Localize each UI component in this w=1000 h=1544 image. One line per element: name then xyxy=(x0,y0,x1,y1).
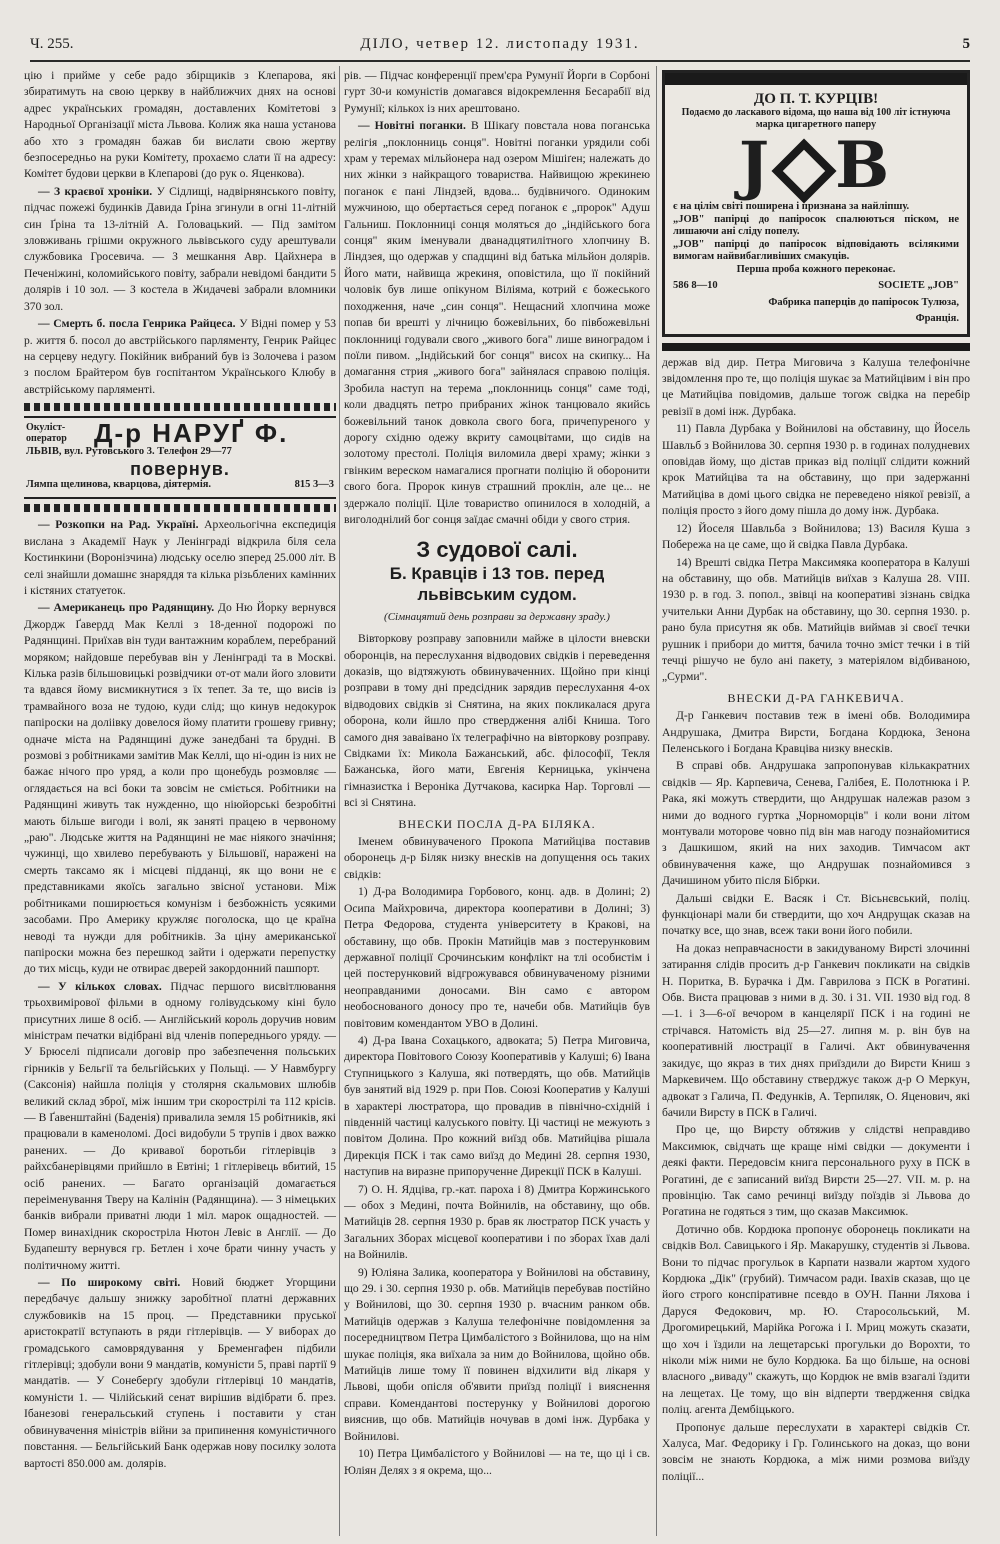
ad-line: Перша проба кожного переконає. xyxy=(736,264,896,276)
logo-letter: B xyxy=(835,128,894,204)
ad-company-desc: Фабрика паперців до папіросок Тулюза, Франція. xyxy=(768,296,959,325)
paragraph: В справі обв. Андрушака запропонував кількакратних свідків — Яр. Карпевича, Сенева, Галібея, Е. Полотнюка і Р. Рака, які можуть ствердити, що Андрушак належав разом з ними до водного гуртка „Чорноморців" і коли вони літом монтували моторове човно під він мав нагоду познайомитися з Дашкишом, який на них заходив. Тимчасом акт обвинувачення каже, що Андрушак познайомився з Дачишином убито після Бібрки. xyxy=(662,759,970,888)
ad-line: „JOB" папірці до папіросок спалюються піском, не лишаючи ані сліду попелу. xyxy=(673,214,959,238)
paragraph: держав від дир. Петра Миговича з Калуша телефонічне звідомлення про те, що поліція шукає за Матийцівим і він про це Матийціва повідомив, дальше тогож свідка на перебір ревізії в домі інж. Дурбака. xyxy=(662,355,970,418)
ornament-divider xyxy=(24,403,336,411)
paragraph xyxy=(24,316,336,398)
paragraph: Дотично обв. Кордюка пропонує оборонець покликати на свідків Вол. Савицького і Яр. Макарушку, студентів зі Львова. Вони то підчас прогульок в Карпати назвали жартом худого Кордюка „Дік" (грубий). Тимчасом ради. Івахів сказав, що це його строго конспіративне псевдо в ОУН. Панни Ляхова і Даруся Федокович, мр. Ю. Старосольський, М. Дрогомирецький, Марійка Рогожа і І. Мриц можуть сказати, що хоч і їздили на лещетарські прогульки до Ворохти, то ніколи між ними не було Кордюка. Ба що більше, на основі власного „виваду" скажуть, що Кордюк не вмів взагалі їздити на лещетах. Це тому, що він відперти твердження свідка поліц. агента Дембіцького. xyxy=(662,1222,970,1417)
header-rule xyxy=(30,60,970,62)
logo-letter: J xyxy=(738,128,774,204)
doctor-advertisement xyxy=(24,416,336,499)
section-subtitle: Б. Кравців і 13 тов. перед львівським судом. xyxy=(389,563,605,604)
subheading: ВНЕСКИ ПОСЛА Д-РА БІЛЯКА. xyxy=(398,816,596,831)
paragraph: 14) Врешті свідка Петра Максимяка кооператора в Калуші на обставину, що обв. Матийців виїхав з Калуша 28. VIII. 1930 р. в год. 3. попол., звівці на кооперативі зізнань свідка учительки Анни Дурбак на обставину, що 30. серпня 1930. р. рано була присутня як обв. Матийців виймав зі своєї течки рушник і прибори до миття, бачила точно зміст течки і в тій течці рішучо не було ані пакету, з матеріялом відбиваною, „Сурми". xyxy=(662,555,970,684)
ad-doctor-name: Д-р НАРУҐ Ф. xyxy=(94,417,289,448)
job-advertisement xyxy=(662,70,970,337)
ad-top-bar xyxy=(665,73,967,85)
paragraph: 4) Д-ра Івана Сохацького, адвоката; 5) Петра Миговича, директора Повітового Союзу Кооперативів у Калуші; 6) Івана Ступницького з Калуша, які потвердять, що обв. Матийців був занятий від 1929 р. при Пов. Союзі Кооператив у Калуші в характері люстратора, що провадив в північно-східній і південній частиці калуського повіту. Ці частиці не межують з повітом Долина. Про кожний виїзд обв. Матийціва рішала Дирекція ПСК і так само виїзд до Медині 28. серпня 1930, наступив на виразне припорученне Дирекції ПСК в Калуші. xyxy=(344,1033,650,1179)
paragraph: 10) Петра Цимбалістого у Войнилові — на те, що ці і св. Юліян Делях з я окрема, що... xyxy=(344,1447,650,1477)
news-heading: — По широкому світі. xyxy=(38,1276,181,1290)
ad-occupation: Окуліст-оператор xyxy=(26,422,67,445)
ad-title: ДО П. Т. КУРЦІВ! xyxy=(753,91,879,107)
ad-bottom-bar xyxy=(662,343,970,351)
column-2 xyxy=(344,68,650,1544)
paragraph: Дальші свідки Е. Васяк і Ст. Вісьнєвський, поліц. функціонарі мали би ствердити, що хоч Андрущак сказав на початку все, що знав, всеж таки вони його побили. xyxy=(662,891,970,938)
news-heading: — Розкопки на Рад. Україні. xyxy=(38,518,199,532)
news-heading: — Новітні поганки. xyxy=(358,119,466,133)
paragraph xyxy=(24,184,336,315)
paragraph xyxy=(24,600,336,977)
paragraph: 12) Йоселя Шавльба з Войнилова; 13) Василя Куша з Побережа на це саме, що й свідка Павла Дурбака. xyxy=(662,521,970,552)
paragraph: 7) О. Н. Ядціва, гр.-кат. пароха і 8) Дмитра Коржинського — обох з Медині, почта Войнилів, на обставину, що обв. Матийців 28. серпня 1930 р. брав як люстратор ПСК участь у Загальних Зборах місцевої кооперативи і по зборах їхав далі на Войнилів. xyxy=(344,1182,650,1262)
column-divider xyxy=(656,66,657,1536)
paragraph: Іменем обвинуваченого Прокопа Матийціва поставив оборонець д-р Біляк низку внесків на допущення ось таких свідків: xyxy=(344,835,650,881)
news-text: Новий бюджет Угорщини передбачує дальшу знижку заробітної платні державних службовиків на 15 проц. — Представники пруської аристократії вступають в ряди гітлерівців. — У виборах до громадського самоврядування у Бременгафен підбили гітлерівці; здобули вони 9 мандатів, комуністи 5, праві партії 9 мандатів. — У Сонеберґу здобули гітлерівці 10 мандатів, комуністи 1. — Чілійський сенат вирішив відібрати б. през. Ібанезові генеральський ступень і поставити у стан обвинувачення міністрів війни за припинення комуністичного повстання. — Бельгійський Банк одержав нову посилку золота вартості 850.000 ам. долярів. xyxy=(24,1276,336,1470)
ad-intro: Подаємо до ласкавого відома, що наша від 100 літ істнуюча марка цигаретного паперу xyxy=(681,107,951,131)
subheading: ВНЕСКИ Д-РА ГАНКЕВИЧА. xyxy=(727,690,905,705)
paragraph: цію і прийме у себе радо збірщиків з Клепарова, які збиратимуть на свою церкву в найближчих днях на основі адрес українських громадян, доставлених Комітетові з Народньої Організації міста Львова. Колиж яка наша установа або хто з громадян бажав би вислати свою жертву безпосередньо на руки Комітету, прохаємо слати її на адресу: Комітет будови церкви в Клепарові (до рук о. Яценкова). xyxy=(24,69,336,181)
paragraph: 9) Юліяна Залика, кооператора у Войнилові на обставину, що 29. і 30. серпня 1930 р. обв. Матийців перебував постійно у Войнилові, що 30. серпня 1930 р. вчасним ранком обв. Матийців одержав з Калуша телефонічне повідомлення за посередництвом Петра Цимбалістого з Войнилова, що на нім шукає поліція, яка виїхала за ним до Войнилова, щойно обв. Матийців лише тому її повинен відхилити від лікаря у Львові, щоби опісля об'явити приїзд поліції і вияснення справи. Комендантові постерунку у Войнилові дорогою вияснив, що обв. Матийців ночував в домі інж. Дурбака у Войнилові. xyxy=(344,1265,650,1443)
paragraph xyxy=(344,118,650,528)
section-italic-note: (Сімнацятий день розправи за державну зраду.) xyxy=(384,610,610,623)
news-heading: — У кількох словах. xyxy=(38,979,162,993)
paragraph xyxy=(24,1275,336,1472)
column-divider xyxy=(339,66,340,1536)
news-text: В Шікаґу повстала нова поганська релігія „поклонниць сонця". Новітні поганки урядили собі храм у теремах мільйонера над озером Мішіґен; належать до них жінки з найкращого товариства. Найвищою жрекинею поганок є пані Ліндзей, вдова... будівничого. Одиноким мужчиною, що обертається серед поганок є „пророк" Адуш Гальниш. Поклонниці сонця моляться до „індійського бога сонця" яким іменували дванадцятилітного хлопчину В. Ліндзея, що одержав у спадщині від батька мільйон долярів. Його мати, найвища жрекиня, оповістила, що її покійний чоловік був лише опікуном Віліяма, котрий є божеського походження, наче „син сонця". Нещасний хлопчина може попав би врешті у лічницю божевільних, бо півбожевільні поклонниці годували свого „живого бога" лише виноградом і поїли пивом. „Індійський бог сонця" висох на скипку... На домагання стрия „живого бога" зайнялася справою поліція. Зробила наступ на терема „поклонниць сонця" саме тоді, коли двадцять петро прибраних жінок танцювало якийсь божевільний танок довкола свого бога, причепуреного у дорогу східню одежу вкриту самоцвітами, що сидів на золотому престолі. Поліція виломила двері храму; жінки з гвінким вереском намагалися прогнати поліцію й оборонити свого бога. Пророк кинув страшний проклін, але це... не здержало поліції. Ціле товариство опинилося в холодній, а виголоднілий бог сонця заїдає смачні обіди у свого стрия. xyxy=(344,119,650,526)
news-text: Підчас першого висвітлювання трьохвимірової фільми в одному голівудському кіні було присутних лише 8 осіб. — Англійський король доручив новим міністрам печатки відібрані від членів попереднього уряду. — У Брюселі підписали договір про забезпечення польських гірників у Бельгії та бельгійських у Польщі. — У Навмбургу (Саксонія) найшла поліція у столярня скальмових шлюбів великий склад зброї, між іншим три скорострілі та 112 крісів. — В Ґавенштайні (Баденія) привалила земля 15 робітників, які працювали в каменоломі. Досі видобули 5 трупів і двох важко ранених. — До кривавої боротьби гітлерівців з райхсбанерівцями прийшло в Евтіні; 1 гітлерівець вбитий, 15 осіб ранених. — Багато організацій домагається переіменування Твеpу на Калінін (Радянщина). — З німецьких банків вибрали приватні люди 1 міл. марок ощадностей. — Помер винахідник скоростріла Нютон Левіс в Англії. — До Будапешту вернувся гр. Бетлен і хоче брати чинну участь у політичному житті. xyxy=(24,979,336,1272)
paragraph: Пропонує дальше переслухати в характері свідків Ст. Халуса, Маґ. Федорику і Гр. Голинського на доказ, що вони зовсім не знають Кордюка, а між ними розмова виїзду поліції... xyxy=(662,1420,970,1483)
news-text: У Сідлищі, надвірнянського повіту, підчас пожежі будинків Давида Ґріна згинули в огні 11-літній син Ґріна та 13-літній А. Головацький. — Під замітом зловживань грішми окружного львівського суду арештували службовика Гросевича. — З мешкання Авр. Цайхнера в Печеніжині, коломийського повіту, забрали невідомі бандити 5 долярів і 10 зол. — З костела в Жидачеві забрали вломники 370 зол. xyxy=(24,184,336,313)
news-heading: — Американець про Радянщину. xyxy=(38,601,215,615)
column-1 xyxy=(24,68,336,1544)
paragraph: На доказ неправчасности в закидуваному Вирсті злочинні затирання слідів просить д-р Ганкевич покликати на свідків Н. Поритка, В. Бурачка і Дм. Гаврилова з ПСК в Рогатині. Обв. Виста працював з ними в д. 30. і 31. VII. 1930 від год. 8—1. і 3—6-ої вечором в канцелярії ПСК і на годині не стрічався. Натомість від 25—27. липня м. р. він був на кооперативній люстрації в Галичі. Акт обвинувачення закидує, що якраз в тих днях приїздили до Вирсти Книш з Маркевичем. Що обставину стверджує також д-р О Меркун, адвокат з Галича, П. Федунків, А. Терпиляк, О. Яценович, які бачили Вирсту в ПСК в Галичі. xyxy=(662,941,970,1119)
ad-code: 815 3—3 xyxy=(294,478,334,490)
paragraph: рів. — Підчас конференції прем'єра Румунії Йорґи в Сорбоні гурт 30-и комуністів домагався відокремлення Бесарабії від Румунії; кількох із них арештовано. xyxy=(344,69,650,115)
ornament-divider xyxy=(24,504,336,512)
ad-company: SOCIETE „JOB" xyxy=(878,280,959,292)
ad-line: є на цілім світі поширена і признана за найліпшу. xyxy=(673,201,910,213)
diamond-icon xyxy=(772,138,837,203)
paragraph: Д-р Ганкевич поставив теж в імені обв. Володимира Андрушака, Дмитра Вирсти, Богдана Кордюка, Зенона Пеленського і Богдана Кравціва низку внесків. xyxy=(662,709,970,755)
paragraph xyxy=(24,517,336,599)
paragraph: Про це, що Вирсту обтяжив у слідстві неправдиво Максимюк, свідчать ще краще німі свідки — документи і деякі факти. Передовсім книга персонального руху в ПСК в Рогатині, де є записаний виїзд Вирсти 25—27. VII. м. р. на провінцію. Так само речинці виїзду поїздів зі Львова до Рогатина не годяться з тим, що сказав Максимюк. xyxy=(662,1123,970,1219)
news-text: До Ню Йорку вернувся Джордж Ґавердд Мак Келлі з 18-денної подорожі по Радянщині. Приїхав він туди вантажним кораблем, перебраний моряком; найдовше перебував він у Ленінграді та в Москві. Кілька разів більшовицькі розвідчики от-от мали його зловити та вдався йому висмикнутися з їх тепет. За те, що висів із трамвайного воза не тудою, куди слід; що кинув недокурок папіроски на доліівку довелося йому платити грошеву гривну; одначе міста на Радянщині дуже занедбані та брудні. В розмові з робітниками замітив Мак Келлі, що ні-один із них не бажає нічого про уряд, а коли про щонебудь розмовляє — оглядається на всі боки та зовсім не сміється. Робітники на Радянщині живуть так нужденно, що ніюйорські безробітні мають більше вигоди і волі, як заняті працею в червоному „раю". Людське життя на Радянщині не має ніякого значіння; чужинці, що хвилево перебувають у Більшовії, наражені на смерть таксамо як і місцеві підданці, як що вони не є представниками якоїсь загально звісної установи. Між робітниками поширюється комунізм і безбожність усякими засобами. Про Америку кружляє поголоска, що це країна неводі та нужди для робітників. За ціну американської папіроски можна без перешкод зайти і одержати перепустку до тих місць, куди не отвирає дверей закордонний пашпорт. xyxy=(24,601,336,976)
paragraph xyxy=(24,979,336,1274)
news-text: Археольогічна експедиція вислана з Академії Наук у Ленінграді відкрила біля села Костинкини (Воронізчина) людську оселю зперед 25.000 літ. В селі знайшли домашнє знаряддя та кілька різьблених камінних і кістяних статуеток. xyxy=(24,518,336,597)
masthead: ДІЛО, четвер 12. листопаду 1931. xyxy=(360,36,640,52)
page-number: 5 xyxy=(962,36,970,52)
ad-returned: повернув. xyxy=(130,458,230,479)
ad-line: „JOB" папірці до папіросок відповідають всілякими вимогам найвибагливіших смакуців. xyxy=(673,239,959,263)
paragraph: 1) Д-ра Володимира Горбового, конц. адв. в Долині; 2) Осипа Майхровича, директора кооперативи в Долині; 3) Петра Федорова, студента університету в Кракові, на обставину, що обв. Прокін Матийців мав з постерунковим державної поліції Срочинським конфлікт на тлі особистім і цей постерунковий відгрожувався обвинуваченому різними неоправданими доносами. Він само є автором необоснованого доносу про те, начеби обв. Матийців був повітовим комендантом УВО в Долині. xyxy=(344,885,650,1030)
ad-code: 586 8—10 xyxy=(673,280,718,292)
issue-number: Ч. 255. xyxy=(30,36,74,52)
paragraph: Вівторкову розправу заповнили майже в цілости вневски оборонців, на переслухання відводових свідків і переведення доказів, що відтяжують обвинуваченних. Щойно при кінці розправи в тому дні предсідник зарядив переслухання 4-ох відводових свідків зі Снятина, на яких покликалася друга оборона, коли йшло про ствердження алібі Книша. Того самого дня заваівано їх телеграфічно на вівторкову розправу. Свідками їх: Микола Бажанський, абс. філософії, Текля Бажанська, його мати, Евгенія Керницька, укінчена гімназистка і Вероніка Дутчакова, касирка Нар. Торговлі — всі зі Снятина. xyxy=(344,632,650,810)
ad-note: Лямпа щелинова, кварцова, діятермія. xyxy=(26,478,212,490)
news-heading: — Смерть б. посла Генрика Райцеса. xyxy=(38,317,236,331)
ad-address: ЛЬВІВ, вул. Рутовського 3. Телефон 29—77 xyxy=(26,446,232,458)
news-heading: — З краєвої хроніки. xyxy=(38,184,153,198)
paragraph: 11) Павла Дурбака у Войнилові на обставину, що Йосель Шавльб з Войнилова 30. серпня 1930 р. в годинах полудневих оповідав йому, що дістав приказ від поліції слідити кожний крок Матийціва та на обставину, що при задержанні Матийціва в домі цього свідка не переведено ніякої ревізії, а поліція просто з його дому пішла до дому інж. Дурбака. xyxy=(662,422,970,518)
section-title: З судової салі. xyxy=(416,537,578,563)
news-text: У Відні помер у 53 р. життя б. посол до австрійського парляменту, Генрик Райцес на серцеву недугу. Покійник вибраний був із Золочева і разом з послом Брайтером був госпітантом Українського Клюбу в австрійському парляменті. xyxy=(24,317,336,396)
job-logo xyxy=(673,128,959,204)
column-3 xyxy=(662,68,970,1544)
